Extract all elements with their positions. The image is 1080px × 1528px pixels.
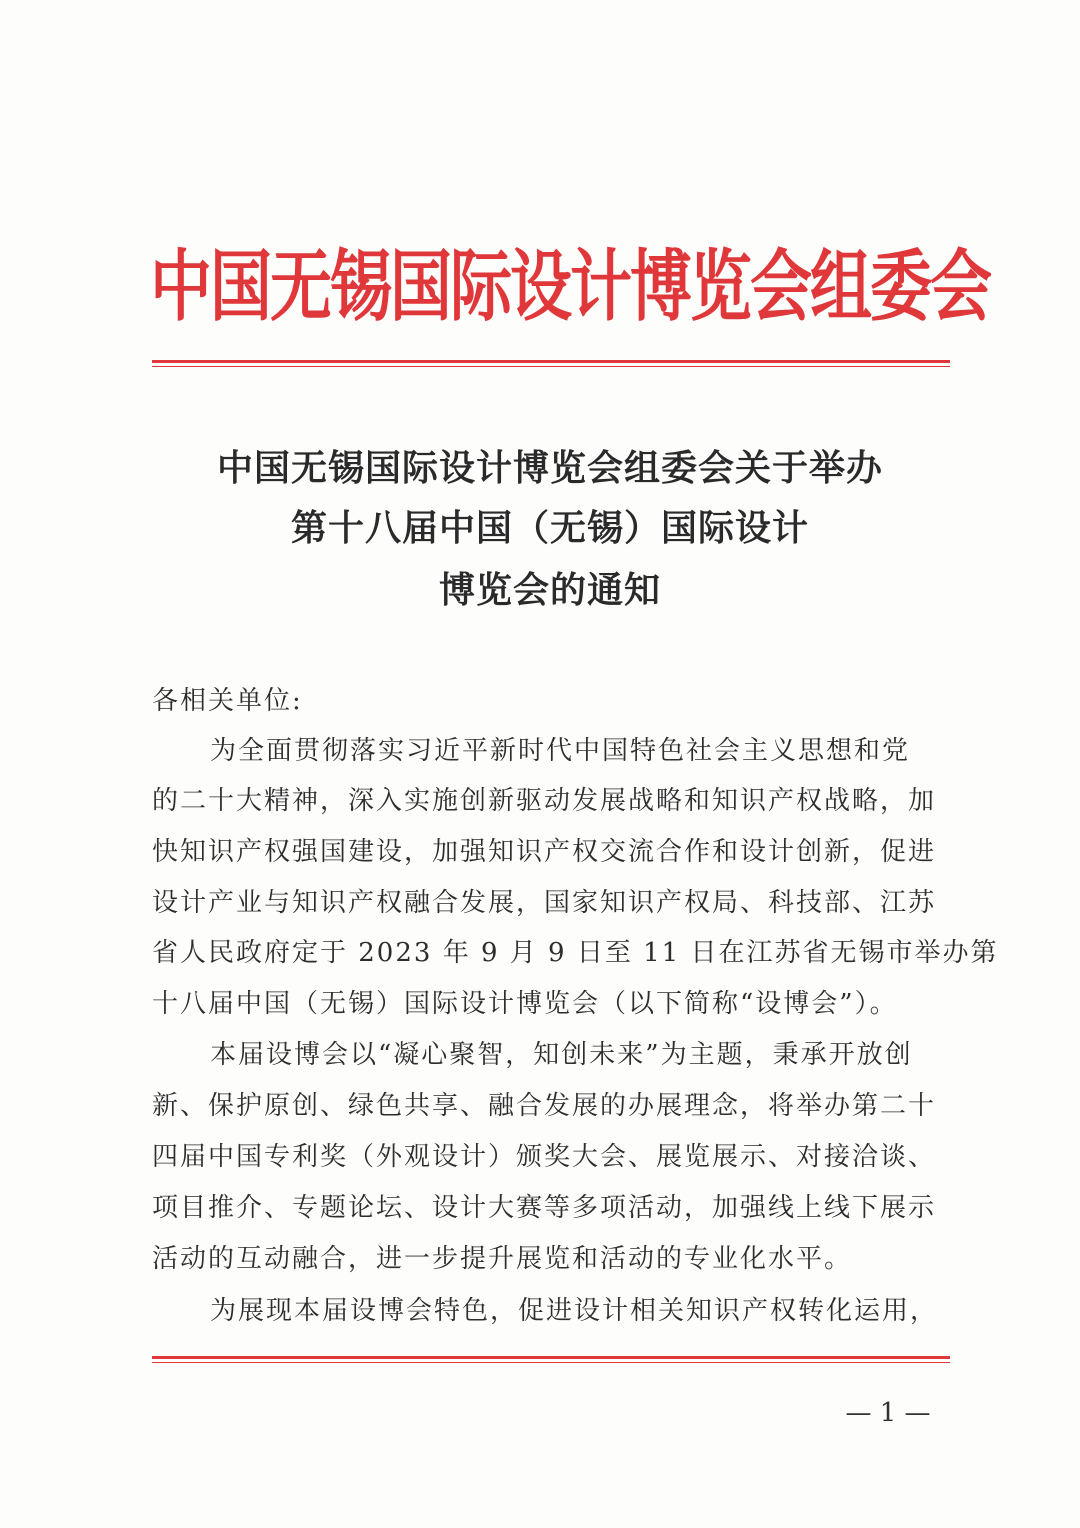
footer-red-rule (152, 1356, 950, 1363)
body-line: 十八届中国（无锡）国际设计博览会（以下简称“设博会”）。 (152, 989, 898, 1019)
body-line: 四届中国专利奖（外观设计）颁奖大会、展览展示、对接洽谈、 (152, 1142, 937, 1172)
body-line: 为展现本届设博会特色，促进设计相关知识产权转化运用， (210, 1296, 939, 1326)
body-line: 活动的互动融合，进一步提升展览和活动的专业化水平。 (152, 1244, 853, 1274)
salutation: 各相关单位: (152, 686, 303, 716)
red-rule-thin (152, 1362, 950, 1363)
red-rule-thick (152, 360, 950, 363)
notice-title-line-1: 中国无锡国际设计博览会组委会关于举办 (216, 447, 883, 489)
body-line: 的二十大精神，深入实施创新驱动发展战略和知识产权战略，加 (152, 786, 937, 816)
red-rule-thin (152, 366, 950, 367)
body-line: 新、保护原创、绿色共享、融合发展的办展理念，将举办第二十 (152, 1091, 937, 1121)
notice-title-line-2: 第十八届中国（无锡）国际设计 (290, 507, 809, 549)
red-rule-thick (152, 1356, 950, 1359)
body-line: 设计产业与知识产权融合发展，国家知识产权局、科技部、江苏 (152, 888, 937, 918)
page-number: — 1 — (845, 1398, 931, 1428)
letterhead-red-rule (152, 360, 950, 367)
body-line: 省人民政府定于 2023 年 9 月 9 日至 11 日在江苏省无锡市举办第 (152, 938, 999, 968)
body-line: 本届设博会以“凝心聚智，知创未来”为主题，秉承开放创 (210, 1040, 913, 1070)
body-line: 快知识产权强国建设，加强知识产权交流合作和设计创新，促进 (152, 837, 937, 867)
letterhead-title: 中国无锡国际设计博览会组委会 (150, 240, 991, 332)
body-line: 为全面贯彻落实习近平新时代中国特色社会主义思想和党 (210, 736, 911, 766)
notice-title-line-3: 博览会的通知 (438, 569, 661, 611)
body-line: 项目推介、专题论坛、设计大赛等多项活动，加强线上线下展示 (152, 1193, 937, 1223)
